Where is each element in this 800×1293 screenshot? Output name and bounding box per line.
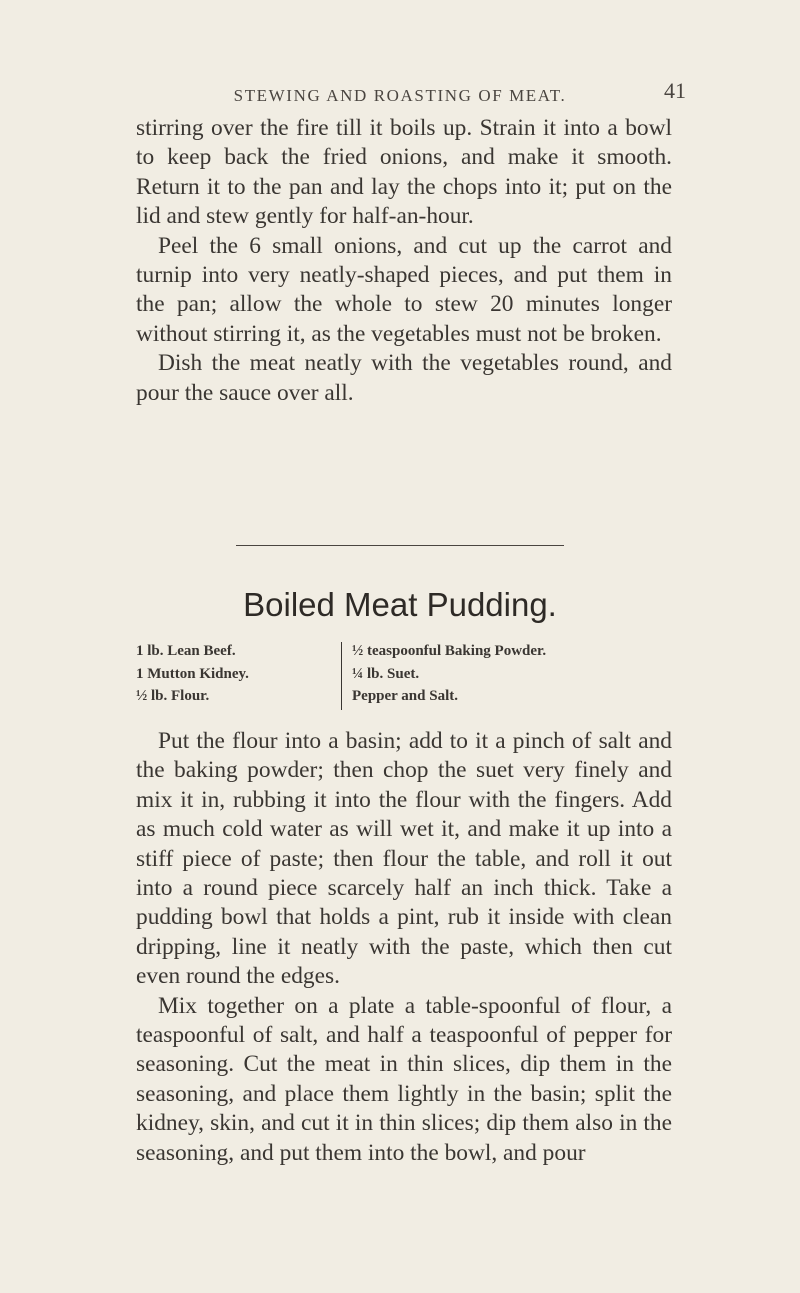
ingredients-left-column bbox=[136, 640, 336, 708]
running-title: STEWING AND ROASTING OF MEAT. bbox=[233, 86, 567, 105]
ingredient-item: ½ teaspoonful Baking Powder. bbox=[352, 643, 547, 659]
paragraph: Peel the 6 small onions, and cut up the carrot and turnip into very neatly-shaped pieces, and put them in the pan; allow the whole to stew 20 minutes longer without stirring it, as the vegetables must not be broken. bbox=[136, 232, 672, 347]
paragraph: Mix together on a plate a table-spoonful of flour, a teaspoonful of salt, and half a teaspoonful of pepper for seasoning. Cut the meat in thin slices, dip them in the seasoning, and place them lightly in the basin; split the kidney, skin, and cut it in thin slices; dip them also in the seasoning, and put them into the bowl, and pour bbox=[136, 992, 672, 1166]
ingredients-right-column bbox=[352, 640, 672, 708]
ingredient-item: 1 lb. Lean Beef. bbox=[136, 643, 236, 659]
section-divider bbox=[236, 545, 564, 546]
paragraph: Put the flour into a basin; add to it a pinch of salt and the baking powder; then chop the suet very finely and mix it in, rubbing it into the flour with the fingers. Add as much cold water as will wet it, and make it up into a stiff piece of paste; then flour the table, and roll it out into a round piece scarcely half an inch thick. Take a pudding bowl that holds a pint, rub it inside with clean dripping, line it neatly with the paste, which then cut even round the edges. bbox=[136, 728, 672, 990]
ingredient-item: ¼ lb. Suet. bbox=[352, 665, 420, 682]
ingredient-item: Pepper and Salt. bbox=[352, 688, 458, 704]
ingredient-item: 1 Mutton Kidney. bbox=[136, 665, 249, 682]
page-number: 41 bbox=[664, 78, 686, 103]
column-divider bbox=[341, 642, 342, 710]
continued-text bbox=[136, 114, 672, 408]
paragraph: Dish the meat neatly with the vegetables round, and pour the sauce over all. bbox=[136, 350, 672, 406]
ingredient-item: ½ lb. Flour. bbox=[136, 688, 210, 704]
paragraph: stirring over the fire till it boils up. Strain it into a bowl to keep back the fried onions, and make it smooth. Return it to the pan and lay the chops into it; put on the lid and stew gently for half-an-hour. bbox=[136, 115, 672, 230]
recipe-title: Boiled Meat Pudding. bbox=[243, 586, 557, 623]
ingredients-list bbox=[136, 640, 672, 716]
running-head bbox=[0, 78, 800, 116]
recipe-method bbox=[136, 727, 672, 1168]
